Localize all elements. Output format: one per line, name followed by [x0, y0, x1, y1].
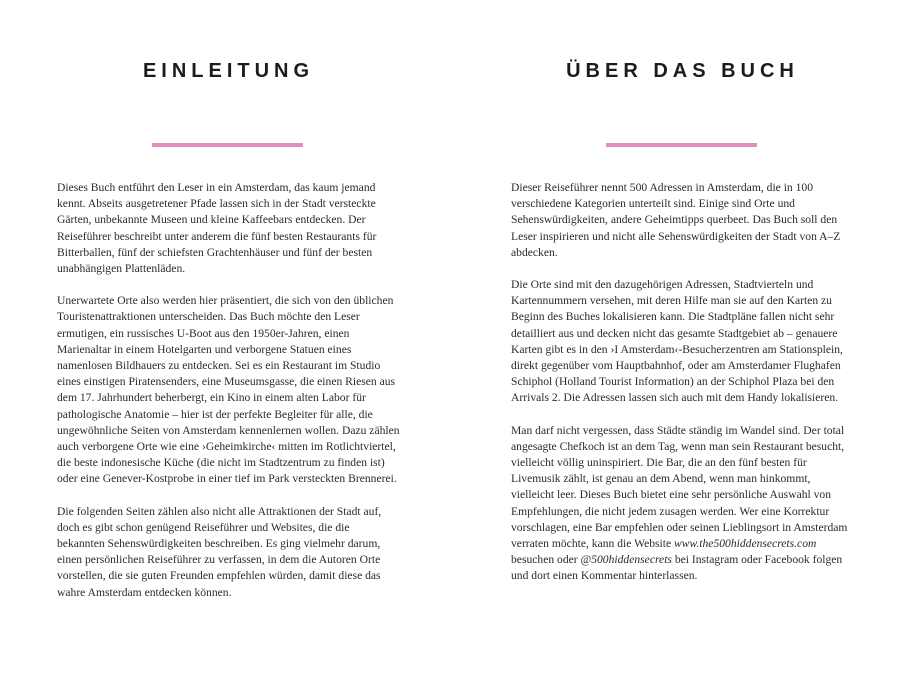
- paragraph-text: Man darf nicht vergessen, dass Städte ständig im Wandel sind. Der total angesagte Chefkoch ist an dem Tag, wenn man sein Restaurant besucht, vielleicht völlig uninspiriert. Die Bar, die an den fünf besten für Livemusik zählt, ist genau an dem Abend, wenn man hinkommt, vielleicht leer. Dieses Buch bietet eine sehr persönliche Auswahl von Empfehlungen, die nicht jedem zusagen werden. Wer eine Korrektur vorschlagen, eine Bar empfehlen oder seinen Lieblingsort in Amsterdam verraten möchte, kann die Website: [511, 423, 848, 551]
- paragraph: Die folgenden Seiten zählen also nicht alle Attraktionen der Stadt auf, doch es gibt schon genügend Reiseführer und Websites, die die bekannten Sehenswürdigkeiten beschreiben. Es ging vielmehr darum, einen persönlichen Reiseführer zu verfassen, in dem die Autoren Orte vorstellen, die sie guten Freunden empfehlen würden, damit diese das wahre Amsterdam entdecken können.: [57, 504, 382, 599]
- paragraph-text: besuchen oder: [511, 553, 581, 567]
- paragraph: Die Orte sind mit den dazugehörigen Adressen, Stadtvierteln und Kartennummern versehen, mit deren Hilfe man sie auf den Karten zu Beginn des Buches lokalisieren kann. Die Stadtpläne fallen nicht sehr detailliert aus und decken nicht das gesamte Stadtgebiet ab – genauere Karten gibt es in den ›I Amsterdam‹-Besucherzentren am Stationsplein, direkt gegenüber vom Hauptbahnhof, oder am Amsterdamer Flughafen Schiphol (Holland Tourist Information) an der Schiphol Plaza bei den Arrivals 2. Die Adressen lassen sich auch mit dem Handy lokalisieren.: [511, 278, 843, 405]
- paragraph-text: bei Instagram oder Facebook folgen und dort einen Kommentar hinterlassen.: [511, 553, 843, 583]
- paragraph: Dieses Buch entführt den Leser in ein Amsterdam, das kaum jemand kennt. Abseits ausgetretener Pfade lassen sich in der Stadt versteckte Gärten, unbekannte Museen und kleine Kaffeebars entdecken. Der Reiseführer beschreibt unter anderem die fünf besten Restaurants für Bitterballen, fünf der schiefsten Grachtenhäuser und fünf der besten unabhängigen Plattenläden.: [57, 181, 377, 276]
- page-title-einleitung: EINLEITUNG: [142, 60, 315, 82]
- paragraph: Dieser Reiseführer nennt 500 Adressen in Amsterdam, die in 100 verschiedene Kategorien unterteilt sind. Einige sind Orte und Sehenswürdigkeiten, andere Geheimtipps querbeet. Das Buch soll den Leser inspirieren und nicht alle Sehenswürdigkeiten der Stadt von A–Z abdecken.: [511, 181, 841, 259]
- paragraph-with-links: [511, 423, 854, 585]
- accent-rule: [606, 143, 757, 147]
- paragraph: Unerwartete Orte also werden hier präsentiert, die sich von den üblichen Touristenattraktionen unterscheiden. Das Buch möchte den Leser ermutigen, ein russisches U-Boot aus den 1950er-Jahren, einen Marienaltar in einem Hotelgarten und verborgene Statuen eines namenlosen Bildhauers zu entdecken. Sei es ein Restaurant im Studio eines einstigen Piratensenders, eine Museumsgasse, die einen Riesen aus dem 17. Jahrhundert beherbergt, ein Kino in einem alten Labor für pathologische Anatomie – hier ist der perfekte Begleiter für alle, die ungewöhnliche Seiten von Amsterdam kennenlernen wollen. Dazu zählen auch verborgene Orte wie eine ›Geheimkirche‹ mitten im Rotlichtviertel, die beste indonesische Küche (die nicht im Stadtzentrum zu finden ist) oder eine Genever-Kostprobe in einer tief im Park versteckten Brennerei.: [57, 294, 400, 486]
- body-text-einleitung: [57, 180, 400, 617]
- body-text-ueber-das-buch: [511, 180, 854, 601]
- website-link: www.the500hiddensecrets.com: [674, 537, 817, 551]
- instagram-handle: @500hiddensecrets: [580, 553, 672, 567]
- accent-rule: [152, 143, 303, 147]
- page-title-ueber-das-buch: ÜBER DAS BUCH: [566, 60, 799, 82]
